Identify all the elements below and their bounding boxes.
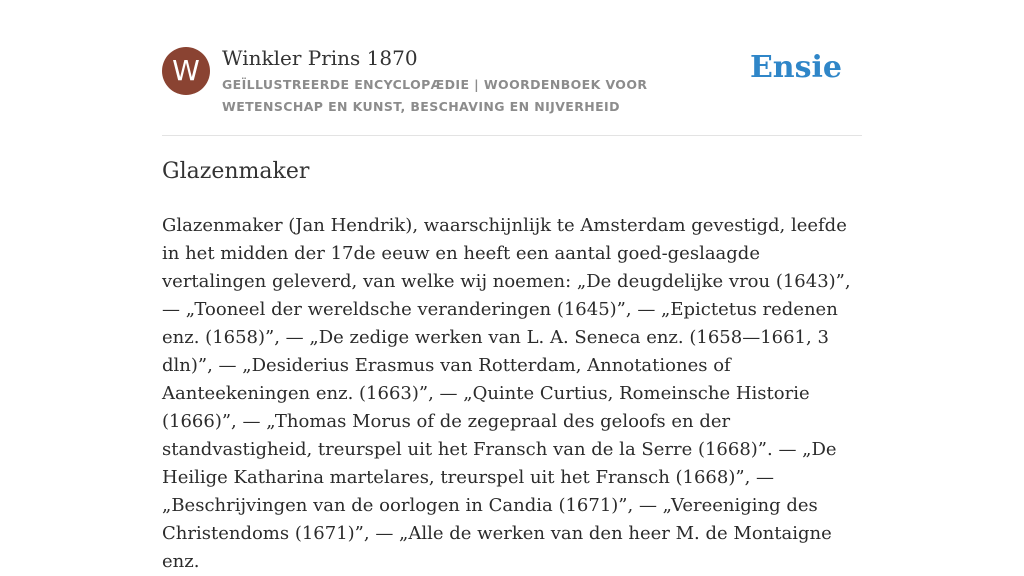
entry-title: Glazenmaker [162, 159, 310, 184]
publication-avatar[interactable] [162, 47, 210, 95]
ensie-logo-link[interactable]: Ensie [749, 50, 842, 85]
publication-subtitle: GEÏLLUSTREERDE ENCYCLOPÆDIE | WOORDENBOEK VOOR WETENSCHAP EN KUNST, BESCHAVING EN NIJVERHEID [222, 77, 648, 114]
header-divider [162, 135, 862, 136]
avatar-letter: W [172, 54, 200, 87]
entry-body: Glazenmaker (Jan Hendrik), waarschijnlijk te Amsterdam gevestigd, leefde in het midden der 17de eeuw en heeft een aantal goed-geslaagde vertalingen geleverd, van welke wij noemen: „De deugdelijke vrou (1643)”,— „Tooneel der wereldsche veranderingen (1645)”, — „Epictetus redenen enz. (1658)”, — „De zedige werken van L. A. Seneca enz. (1658—1661, 3 dln)”, — „Desiderius Erasmus van Rotterdam, Annotationes of Aanteekeningen enz. (1663)”, — „Quinte Curtius, Romeinsche Historie (1666)”, — „Thomas Morus of de zegepraal des geloofs en der standvastigheid, treurspel uit het Fransch van de la Serre (1668)”. — „De Heilige Katharina martelares, treurspel uit het Fransch (1668)”, — „Beschrijvingen van de oorlogen in Candia (1671)”, — „Vereeniging des Christendoms (1671)”, — „Alle de werken van den heer M. de Montaigne enz. [162, 215, 851, 572]
publication-title[interactable]: Winkler Prins 1870 [222, 46, 418, 70]
header [162, 44, 862, 120]
